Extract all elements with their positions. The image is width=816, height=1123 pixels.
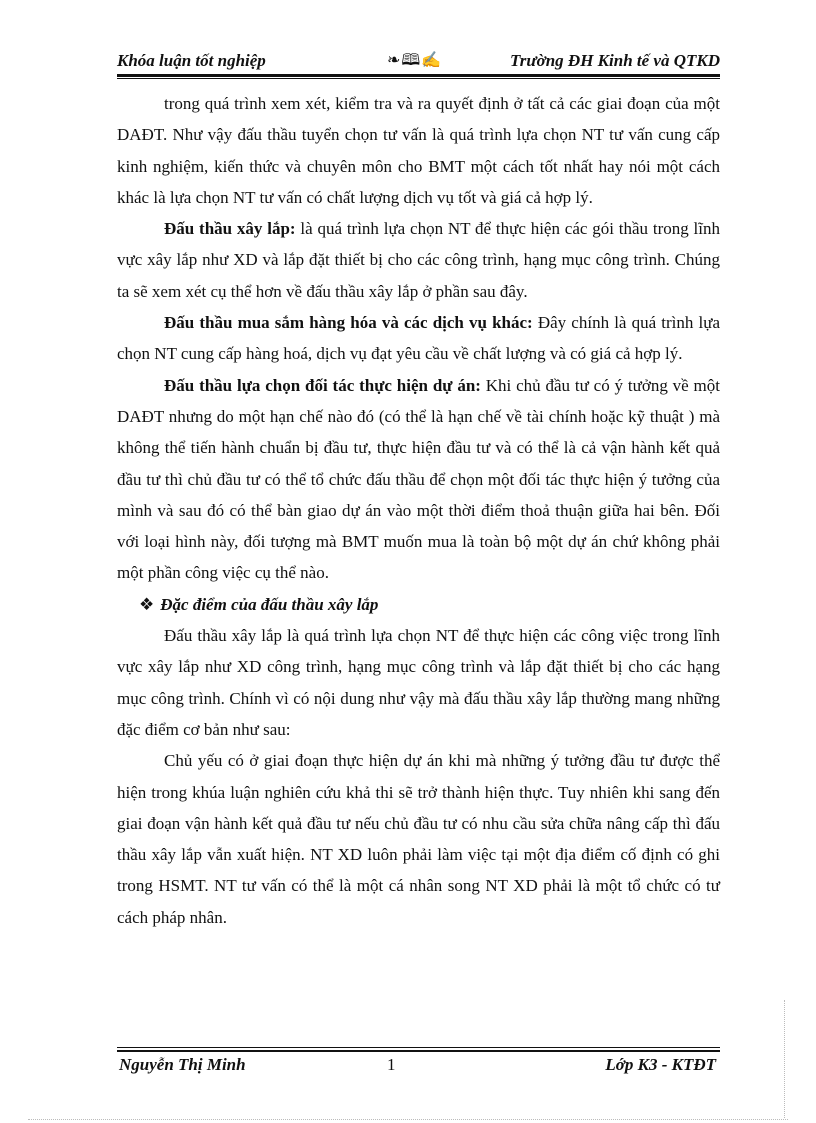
header-left-title: Khóa luận tốt nghiệp	[117, 51, 266, 70]
page-border-dotted-bottom	[28, 1119, 788, 1120]
paragraph-2-term: Đấu thầu xây lắp:	[164, 219, 296, 239]
document-body	[117, 88, 720, 933]
page-footer	[117, 1055, 720, 1079]
paragraph-6: Chủ yếu có ở giai đoạn thực hiện dự án khi mà những ý tưởng đầu tư được thể hiện trong khúa luận nghiên cứu khả thi sẽ trở thành hiện thực. Tuy nhiên khi sang đến giai đoạn vận hành kết quả đầu tư nếu chủ đầu tư có nhu cầu sửa chữa nâng cấp thì đấu thầu xây lắp vẫn xuất hiện. NT XD luôn phải làm việc tại một địa điểm cố định có ghi trong HSMT. NT tư vấn có thể là một cá nhân song NT XD phải là một tổ chức có tư cách pháp nhân.	[117, 751, 720, 927]
paragraph-3-term: Đấu thầu mua sắm hàng hóa và các dịch vụ khác:	[164, 313, 533, 333]
footer-rule-thick	[117, 1050, 720, 1052]
paragraph-2	[117, 213, 720, 307]
paragraph-3-text: Đây chính là quá trình lựa chọn NT cung cấp hàng hoá, dịch vụ đạt yêu cầu về chất lượng và có giá cả hợp lý.	[117, 313, 720, 364]
footer-page-number: 1	[387, 1055, 396, 1074]
footer-class: Lớp K3 - KTĐT	[605, 1055, 716, 1074]
page-border-dotted-right	[784, 1000, 785, 1118]
paragraph-3	[117, 307, 720, 370]
paragraph-2-text: là quá trình lựa chọn NT để thực hiện các gói thầu trong lĩnh vực xây lắp như XD và lắp đặt thiết bị cho các công trình, hạng mục công trình. Chúng ta sẽ xem xét cụ thể hơn về đấu thầu xây lắp ở phần sau đây.	[117, 219, 720, 301]
section-subheading	[117, 589, 720, 620]
header-rule-thin	[117, 78, 720, 79]
page-header	[117, 48, 720, 74]
paragraph-4	[117, 370, 720, 589]
header-right-title: Trường ĐH Kinh tế và QTKD	[510, 51, 720, 70]
header-rule-thick	[117, 74, 720, 77]
paragraph-1: trong quá trình xem xét, kiểm tra và ra quyết định ở tất cả các giai đoạn của một DAĐT. Như vậy đấu thầu tuyển chọn tư vấn là quá trình lựa chọn NT tư vấn cung cấp kinh nghiệm, kiến thức và chuyên môn cho BMT một cách tốt nhất hay nói một cách khác là lựa chọn NT tư vấn có chất lượng dịch vụ tốt và giá cả hợp lý.	[117, 94, 720, 207]
diamond-bullet-icon: ❖	[139, 594, 155, 614]
paragraph-5: Đấu thầu xây lắp là quá trình lựa chọn NT để thực hiện các công việc trong lĩnh vực xây lắp như XD công trình, hạng mục công trình và lắp đặt thiết bị cho các hạng mục công trình. Chính vì có nội dung như vậy mà đấu thầu xây lắp thường mang những đặc điểm cơ bản như sau:	[117, 626, 720, 739]
footer-rule-thin	[117, 1047, 720, 1048]
subheading-text: Đặc điểm của đấu thầu xây lắp	[160, 594, 379, 614]
paragraph-4-term: Đấu thầu lựa chọn đối tác thực hiện dự án:	[164, 375, 481, 395]
paragraph-4-text: Khi chủ đầu tư có ý tưởng về một DAĐT nhưng do một hạn chế nào đó (có thể là hạn chế về tài chính hoặc kỹ thuật ) mà không thể tiến hành chuẩn bị đầu tư, thực hiện đầu tư và có thể là cả vận hành kết quả đầu tư thì chủ đầu tư có thể tổ chức đấu thầu để chọn một đối tác thực hiện ý tưởng của mình và sau đó có thể bàn giao dự án vào một thời điểm thoả thuận giữa hai bên. Đối với loại hình này, đối tượng mà BMT muốn mua là toàn bộ một dự án chứ không phải một phần công việc cụ thể nào.	[117, 375, 720, 583]
header-ornament-icon: ❧🕮✍	[387, 52, 443, 69]
footer-author: Nguyễn Thị Minh	[119, 1055, 246, 1074]
